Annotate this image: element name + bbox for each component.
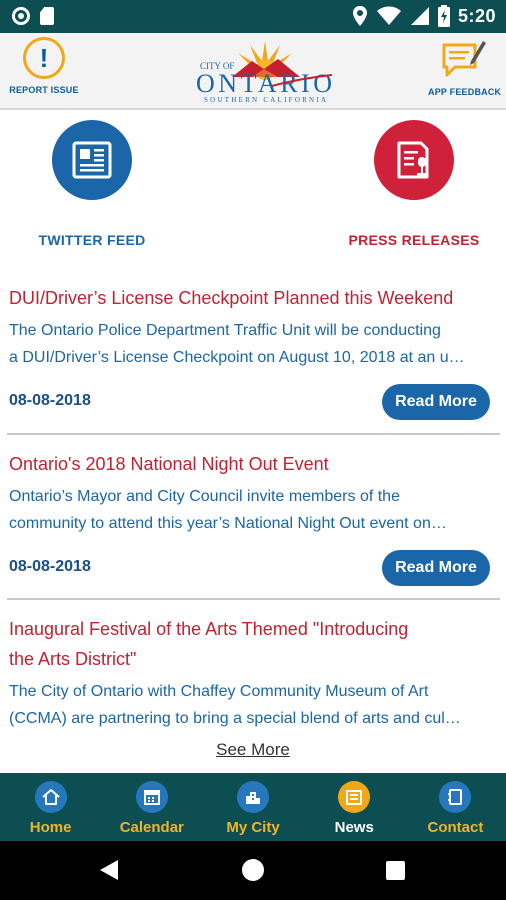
- press-release-icon: [393, 139, 435, 181]
- read-more-button[interactable]: Read More: [382, 384, 490, 420]
- news-title[interactable]: [9, 614, 499, 674]
- report-issue-button[interactable]: [8, 37, 80, 105]
- logo-main-text: ONTARIO: [196, 69, 332, 98]
- bottom-nav: [0, 773, 506, 841]
- news-summary: [9, 678, 499, 732]
- twitter-feed-button[interactable]: [17, 120, 167, 248]
- divider: [7, 433, 500, 435]
- recent-apps-icon[interactable]: [386, 861, 405, 880]
- news-summary-line: (CCMA) are partnering to bring a special blend of arts and cul…: [9, 710, 461, 727]
- city-logo[interactable]: [192, 39, 338, 105]
- news-item[interactable]: [9, 449, 499, 594]
- sd-card-icon: [40, 7, 54, 25]
- news-summary-line: The City of Ontario with Chaffey Community Museum of Art: [9, 683, 429, 700]
- twitter-feed-label: TWITTER FEED: [38, 232, 146, 248]
- divider: [7, 598, 500, 600]
- twitter-feed-circle: [52, 120, 132, 200]
- nav-label: Calendar: [119, 819, 184, 836]
- notification-icon: [12, 7, 30, 25]
- nav-item-contact[interactable]: [405, 773, 506, 841]
- status-bar: [0, 0, 506, 33]
- news-summary-line: Ontario’s Mayor and City Council invite members of the: [9, 488, 400, 505]
- home-circle-icon[interactable]: [242, 859, 264, 881]
- news-title-line: the Arts District": [9, 649, 137, 669]
- battery-icon: [438, 5, 450, 27]
- news-item[interactable]: [9, 614, 499, 736]
- press-releases-button[interactable]: [339, 120, 489, 248]
- feedback-icon: [441, 37, 487, 81]
- news-title-line: Inaugural Festival of the Arts Themed "Introducing: [9, 619, 409, 639]
- see-more-link[interactable]: See More: [216, 740, 290, 759]
- signal-icon: [410, 6, 430, 26]
- back-icon[interactable]: [100, 860, 118, 880]
- logo-sub-text: SOUTHERN CALIFORNIA: [204, 96, 326, 104]
- system-nav-bar: [0, 841, 506, 900]
- nav-item-calendar[interactable]: [101, 773, 202, 841]
- news-summary-line: community to attend this year’s National Night Out event on…: [9, 515, 447, 532]
- news-summary-line: The Ontario Police Department Traffic Unit will be conducting: [9, 322, 441, 339]
- report-issue-label: REPORT ISSUE: [9, 85, 79, 95]
- calendar-icon: [136, 781, 168, 813]
- press-releases-circle: [374, 120, 454, 200]
- news-item[interactable]: [9, 283, 499, 428]
- newspaper-icon: [338, 781, 370, 813]
- nav-label: News: [334, 819, 374, 836]
- alert-icon: !: [23, 37, 65, 79]
- home-icon: [35, 781, 67, 813]
- nav-label: Home: [29, 819, 72, 836]
- wifi-icon: [376, 6, 402, 26]
- news-date: 08-08-2018: [9, 558, 91, 575]
- ontario-logo-icon: [192, 39, 338, 105]
- read-more-button[interactable]: Read More: [382, 550, 490, 586]
- clock: 5:20: [457, 5, 496, 26]
- news-summary: [9, 317, 499, 371]
- app-feedback-button[interactable]: [428, 37, 500, 105]
- newspaper-icon: [71, 139, 113, 181]
- nav-label: My City: [226, 819, 280, 836]
- location-icon: [352, 5, 368, 27]
- city-icon: [237, 781, 269, 813]
- nav-item-home[interactable]: [0, 773, 101, 841]
- press-releases-label: PRESS RELEASES: [348, 232, 480, 248]
- news-date: 08-08-2018: [9, 392, 91, 409]
- contact-book-icon: [439, 781, 471, 813]
- news-summary: [9, 483, 499, 537]
- logo-top-text: CITY OF: [200, 61, 235, 71]
- news-title[interactable]: DUI/Driver’s License Checkpoint Planned this Weekend: [9, 288, 454, 308]
- nav-item-news[interactable]: [304, 773, 405, 841]
- nav-label: Contact: [427, 819, 484, 836]
- nav-item-my-city[interactable]: [202, 773, 303, 841]
- app-header: [0, 33, 506, 110]
- news-title[interactable]: Ontario's 2018 National Night Out Event: [9, 454, 329, 474]
- app-feedback-label: APP FEEDBACK: [428, 87, 502, 97]
- news-summary-line: a DUI/Driver’s License Checkpoint on August 10, 2018 at an u…: [9, 349, 465, 366]
